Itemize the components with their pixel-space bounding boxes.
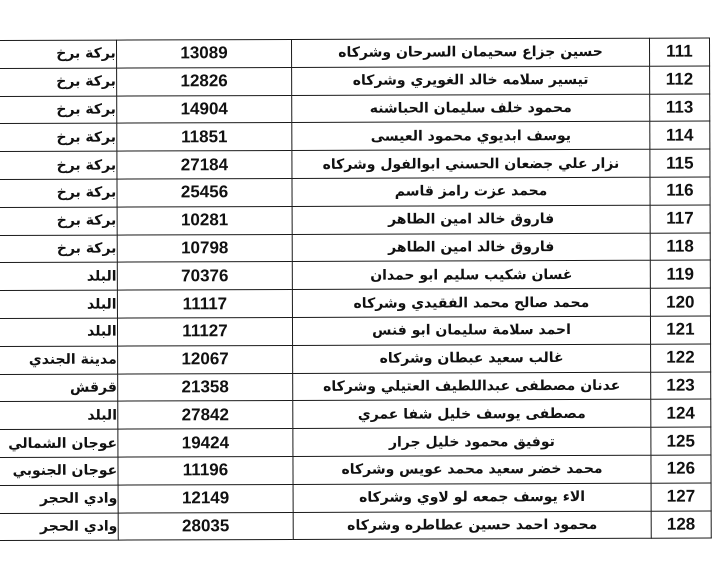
location-cell: وادي الحجر	[0, 513, 118, 541]
owner-name-cell: محمد عزت رامز قاسم	[292, 177, 650, 206]
plot-number-cell: 10798	[117, 234, 293, 262]
location-cell: بركة برخ	[0, 207, 117, 235]
table-row	[0, 399, 711, 429]
owner-name-cell: فاروق خالد امين الطاهر	[292, 233, 650, 262]
table-row	[0, 233, 710, 263]
plot-number-cell: 13089	[116, 39, 292, 67]
table-row	[0, 66, 710, 96]
location-cell: البلد	[0, 401, 118, 429]
owner-name-cell: حسين جزاع سحيمان السرحان وشركاه	[292, 38, 650, 67]
records-table	[0, 37, 712, 541]
plot-number-cell: 12826	[116, 67, 292, 95]
table-row	[0, 483, 711, 513]
owner-name-cell: غالب سعيد عبطان وشركاه	[293, 344, 651, 373]
location-cell: بركة برخ	[0, 179, 117, 207]
plot-number-cell: 10281	[117, 206, 293, 234]
owner-name-cell: محمود احمد حسين عطاطره وشركاه	[293, 511, 651, 540]
table-row	[0, 511, 711, 541]
table-row	[0, 177, 710, 207]
row-number-cell: 120	[650, 288, 710, 316]
row-number-cell: 115	[650, 149, 710, 177]
owner-name-cell: تيسير سلامه خالد الغويري وشركاه	[292, 66, 650, 95]
location-cell: البلد	[0, 262, 117, 290]
records-table-body	[0, 38, 711, 541]
plot-number-cell: 70376	[117, 262, 293, 290]
table-row	[0, 149, 710, 179]
row-number-cell: 112	[649, 66, 709, 94]
row-number-cell: 126	[651, 455, 711, 483]
row-number-cell: 128	[651, 511, 711, 539]
plot-number-cell: 19424	[118, 429, 294, 457]
owner-name-cell: محمد خضر سعيد محمد عويس وشركاه	[293, 455, 651, 484]
table-row	[0, 372, 711, 402]
row-number-cell: 121	[650, 316, 710, 344]
row-number-cell: 122	[650, 344, 710, 372]
location-cell: بركة برخ	[0, 68, 116, 96]
location-cell: البلد	[0, 290, 117, 318]
table-row	[0, 316, 711, 346]
row-number-cell: 116	[650, 177, 710, 205]
owner-name-cell: مصطفى يوسف خليل شفا عمري	[293, 400, 651, 429]
location-cell: بركة برخ	[0, 235, 117, 263]
owner-name-cell: فاروق خالد امين الطاهر	[292, 205, 650, 234]
plot-number-cell: 11127	[117, 317, 293, 345]
owner-name-cell: نزار علي جضعان الحسني ابوالفول وشركاه	[292, 149, 650, 178]
row-number-cell: 114	[650, 121, 710, 149]
plot-number-cell: 27184	[117, 151, 293, 179]
row-number-cell: 111	[649, 38, 709, 66]
row-number-cell: 127	[651, 483, 711, 511]
owner-name-cell: محمود خلف سليمان الحباشنه	[292, 94, 650, 123]
plot-number-cell: 28035	[118, 512, 294, 540]
owner-name-cell: احمد سلامة سليمان ابو فنس	[293, 316, 651, 345]
row-number-cell: 117	[650, 205, 710, 233]
owner-name-cell: يوسف ابديوي محمود العيسى	[292, 122, 650, 151]
row-number-cell: 113	[649, 94, 709, 122]
owner-name-cell: توفيق محمود خليل جرار	[293, 427, 651, 456]
row-number-cell: 123	[650, 372, 710, 400]
plot-number-cell: 11196	[118, 456, 294, 484]
document-page	[0, 37, 714, 541]
table-row	[0, 94, 710, 124]
location-cell: قرقش	[0, 374, 117, 402]
row-number-cell: 124	[650, 399, 710, 427]
table-row	[0, 38, 710, 68]
table-row	[0, 427, 711, 457]
location-cell: وادي الحجر	[0, 485, 118, 513]
table-row	[0, 121, 710, 151]
row-number-cell: 118	[650, 233, 710, 261]
plot-number-cell: 12149	[118, 484, 294, 512]
plot-number-cell: 12067	[117, 345, 293, 373]
location-cell: بركة برخ	[0, 151, 117, 179]
row-number-cell: 119	[650, 260, 710, 288]
plot-number-cell: 11851	[116, 123, 292, 151]
owner-name-cell: محمد صالح محمد الفقيدي وشركاه	[293, 288, 651, 317]
location-cell: بركة برخ	[0, 123, 117, 151]
owner-name-cell: عدنان مصطفى عبداللطيف العتيلي وشركاه	[293, 372, 651, 401]
table-row	[0, 205, 710, 235]
location-cell: بركة برخ	[0, 40, 116, 68]
table-row	[0, 288, 710, 318]
plot-number-cell: 14904	[116, 95, 292, 123]
location-cell: عوجان الجنوبي	[0, 457, 118, 485]
location-cell: البلد	[0, 318, 117, 346]
location-cell: بركة برخ	[0, 96, 116, 124]
table-row	[0, 260, 710, 290]
table-row	[0, 344, 711, 374]
plot-number-cell: 21358	[117, 373, 293, 401]
plot-number-cell: 11117	[117, 290, 293, 318]
location-cell: عوجان الشمالي	[0, 429, 118, 457]
table-row	[0, 455, 711, 485]
plot-number-cell: 27842	[117, 401, 293, 429]
location-cell: مدينة الجندي	[0, 346, 117, 374]
row-number-cell: 125	[651, 427, 711, 455]
plot-number-cell: 25456	[117, 178, 293, 206]
owner-name-cell: غسان شكيب سليم ابو حمدان	[293, 261, 651, 290]
owner-name-cell: الاء يوسف جمعه لو لاوي وشركاه	[293, 483, 651, 512]
